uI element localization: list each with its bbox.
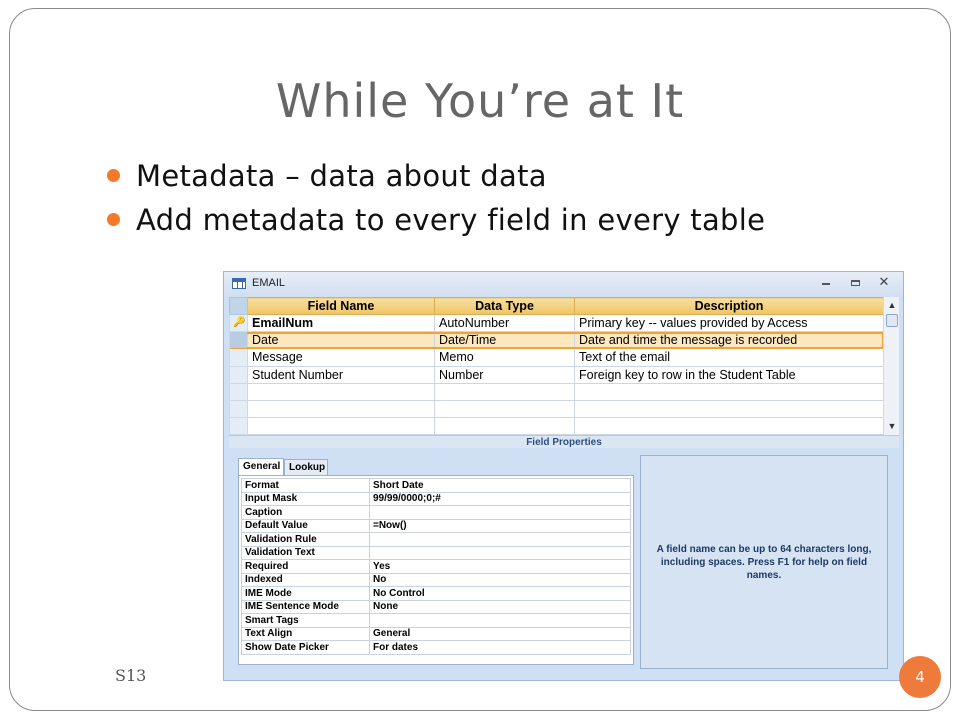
property-row[interactable] (242, 627, 631, 641)
empty-cell[interactable] (575, 400, 884, 417)
empty-cell[interactable] (435, 383, 575, 400)
bullet-dot-icon (107, 169, 120, 182)
bullet-list (106, 155, 765, 243)
property-name: IME Mode (242, 587, 370, 601)
empty-cell[interactable] (248, 383, 435, 400)
tab-lookup[interactable]: Lookup (284, 459, 328, 477)
empty-cell[interactable] (575, 383, 884, 400)
empty-cell[interactable] (435, 417, 575, 434)
property-value[interactable]: General (370, 627, 631, 641)
grid-scrollbar[interactable] (883, 297, 899, 435)
description-cell[interactable]: Date and time the message is recorded (575, 332, 884, 349)
row-selector[interactable] (230, 349, 248, 366)
empty-cell[interactable] (248, 400, 435, 417)
property-name: Validation Rule (242, 533, 370, 547)
slide-title: While You’re at It (275, 74, 685, 128)
property-row[interactable] (242, 600, 631, 614)
column-header-description[interactable]: Description (575, 298, 884, 315)
property-name: Format (242, 479, 370, 493)
empty-row[interactable] (230, 417, 884, 434)
property-row[interactable] (242, 519, 631, 533)
empty-cell[interactable] (435, 400, 575, 417)
property-value[interactable]: No (370, 573, 631, 587)
maximize-button[interactable] (845, 274, 865, 292)
column-header-field-name[interactable]: Field Name (248, 298, 435, 315)
property-value[interactable]: None (370, 600, 631, 614)
property-value[interactable]: No Control (370, 587, 631, 601)
maximize-icon (851, 280, 860, 286)
window-titlebar[interactable] (224, 272, 903, 296)
property-row[interactable] (242, 506, 631, 520)
description-cell[interactable]: Primary key -- values provided by Access (575, 315, 884, 332)
field-name-cell[interactable]: Message (248, 349, 435, 366)
table-design-window (223, 271, 904, 681)
description-cell[interactable]: Foreign key to row in the Student Table (575, 366, 884, 383)
table-row-current[interactable] (230, 332, 884, 349)
property-value[interactable]: =Now() (370, 519, 631, 533)
close-icon: ✕ (878, 274, 890, 289)
bullet-text: Metadata – data about data (136, 159, 547, 193)
minimize-icon (822, 283, 830, 285)
empty-cell[interactable] (575, 417, 884, 434)
property-row[interactable] (242, 641, 631, 655)
scroll-up-icon[interactable]: ▲ (887, 300, 897, 310)
field-design-grid (229, 297, 884, 435)
row-selector[interactable] (230, 366, 248, 383)
window-title: EMAIL (252, 277, 286, 289)
property-name: Input Mask (242, 492, 370, 506)
property-row[interactable] (242, 573, 631, 587)
property-name: Validation Text (242, 546, 370, 560)
property-name: Required (242, 560, 370, 574)
column-header-data-type[interactable]: Data Type (435, 298, 575, 315)
table-row[interactable] (230, 366, 884, 383)
property-row[interactable] (242, 587, 631, 601)
row-selector[interactable] (230, 383, 248, 400)
grid-header-row (230, 298, 884, 315)
data-type-cell[interactable]: Number (435, 366, 575, 383)
property-value[interactable]: Yes (370, 560, 631, 574)
description-cell[interactable]: Text of the email (575, 349, 884, 366)
property-value[interactable] (370, 506, 631, 520)
property-name: Default Value (242, 519, 370, 533)
table-row[interactable] (230, 349, 884, 366)
property-name: Caption (242, 506, 370, 520)
close-button[interactable] (874, 274, 894, 292)
property-row[interactable] (242, 533, 631, 547)
property-row[interactable] (242, 492, 631, 506)
row-selector[interactable] (230, 417, 248, 434)
properties-table (241, 478, 631, 655)
property-value[interactable] (370, 546, 631, 560)
primary-key-icon: 🔑 (233, 317, 246, 329)
property-row[interactable] (242, 614, 631, 628)
property-value[interactable]: 99/99/0000;0;# (370, 492, 631, 506)
bullet-item (106, 155, 765, 199)
table-icon (232, 278, 246, 289)
table-row[interactable] (230, 315, 884, 332)
property-name: IME Sentence Mode (242, 600, 370, 614)
row-selector[interactable] (230, 400, 248, 417)
field-name-cell[interactable]: Student Number (248, 366, 435, 383)
data-type-cell[interactable]: Date/Time (435, 332, 575, 349)
bullet-item (106, 199, 765, 243)
select-all-corner[interactable] (230, 298, 248, 315)
minimize-button[interactable] (816, 274, 836, 292)
field-name-cell[interactable]: EmailNum (248, 315, 435, 332)
property-name: Text Align (242, 627, 370, 641)
tab-general[interactable]: General (238, 458, 284, 477)
slide-number-badge: 4 (899, 656, 941, 698)
data-type-cell[interactable]: Memo (435, 349, 575, 366)
property-name: Indexed (242, 573, 370, 587)
bullet-dot-icon (107, 213, 120, 226)
property-help-box (640, 455, 888, 669)
empty-row[interactable] (230, 383, 884, 400)
property-value[interactable]: For dates (370, 641, 631, 655)
field-properties-header: Field Properties (229, 435, 899, 448)
help-text: A field name can be up to 64 characters long, including spaces. Press F1 for help on field names. (656, 543, 872, 581)
property-name: Smart Tags (242, 614, 370, 628)
property-row[interactable] (242, 546, 631, 560)
property-value[interactable] (370, 614, 631, 628)
footer-code: S13 (115, 666, 147, 685)
scroll-down-icon[interactable]: ▼ (887, 421, 897, 431)
row-selector[interactable] (230, 332, 248, 349)
empty-cell[interactable] (248, 417, 435, 434)
general-properties-panel (238, 475, 634, 665)
data-type-cell[interactable]: AutoNumber (435, 315, 575, 332)
property-value[interactable]: Short Date (370, 479, 631, 493)
bullet-text: Add metadata to every field in every table (136, 203, 766, 237)
field-name-cell[interactable]: Date (248, 332, 435, 349)
property-name: Show Date Picker (242, 641, 370, 655)
property-value[interactable] (370, 533, 631, 547)
row-selector[interactable] (230, 315, 248, 332)
scroll-thumb[interactable] (886, 314, 898, 327)
empty-row[interactable] (230, 400, 884, 417)
property-row[interactable] (242, 560, 631, 574)
property-row[interactable] (242, 479, 631, 493)
